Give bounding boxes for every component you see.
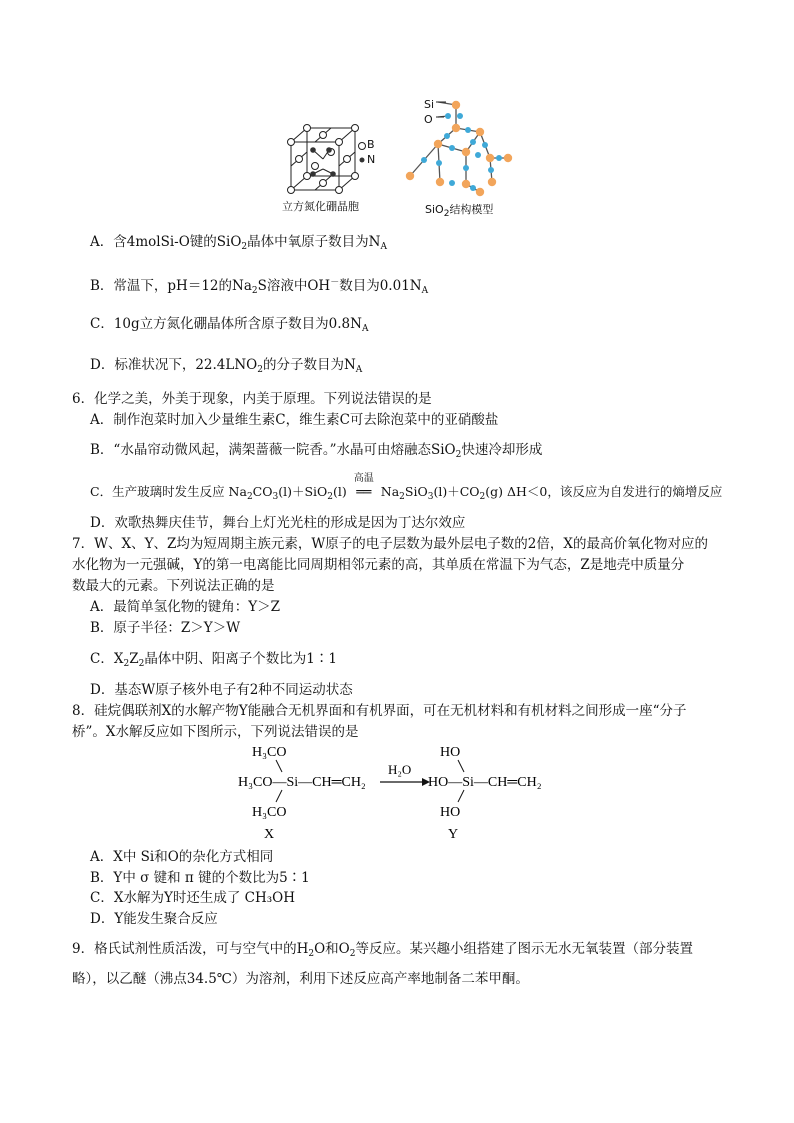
q7-option-c: C．$X_2Z_2$晶体中阴、阳离子个数比为1∶1	[90, 651, 337, 669]
x-methoxy-top: H₃CO	[252, 745, 287, 760]
q9-stem-line1: 9．格氏试剂性质活泼，可与空气中的$H_2O$和$O_2$等反应。某兴趣小组搭建了图示无水无氧装置（部分装置	[72, 941, 693, 959]
q8-option-a: A．X中 Si和O的杂化方式相同	[90, 849, 274, 865]
reaction-condition-arrow: 高温 ══	[353, 473, 374, 499]
bn-legend-b-label: B	[367, 138, 375, 151]
q5-option-d: D．标准状况下，$22.4LNO_2$的分子数目为$N_A$	[90, 357, 363, 375]
q8-option-d: D．Y能发生聚合反应	[90, 911, 218, 927]
reaction-reagent: H₂O	[388, 762, 412, 777]
sio2-structure-figure	[400, 96, 520, 200]
q8-stem-line1: 8．硅烷偶联剂X的水解产物Y能融合无机界面和有机界面，可在无机材料和有机材料之间形成一座“分子	[72, 703, 687, 719]
bn-legend-n-label: N	[367, 153, 376, 166]
q5-option-b: B．常温下，pH＝12的$Na_2S$溶液中OH－数目为$0.01N_A$	[90, 278, 429, 296]
q7-stem-line2: 水化物为一元强碱，Y的第一电离能比同周期相邻元素的高，其单质在常温下为气态，Z是地壳中质量分	[72, 557, 685, 573]
sio2-legend-o-label: O	[424, 113, 433, 126]
sio2-figure-caption: SiO$_2$结构模型	[425, 203, 494, 219]
q8-option-c: C．X水解为Y时还生成了 CH₃OH	[90, 890, 295, 906]
compound-y-label: Y	[448, 827, 459, 842]
q7-option-d: D．基态W原子核外电子有2种不同运动状态	[90, 682, 353, 698]
q7-stem-line1: 7．W、X、Y、Z均为短周期主族元素，W原子的电子层数为最外层电子数的2倍，X的最高价氧化物对应的	[72, 536, 708, 552]
x-main-chain: H₃CO—Si—CH═CH₂	[238, 775, 366, 790]
q6-option-b: B．“水晶帘动微风起，满架蔷薇一院香。”水晶可由熔融态SiO$_2$快速冷却形成	[90, 442, 543, 460]
q5-option-a: A．含4molSi-O键的SiO$_2$晶体中氧原子数目为$N_A$	[90, 234, 387, 252]
compound-x-label: X	[264, 827, 275, 842]
q7-option-b: B．原子半径：Z＞Y＞W	[90, 620, 241, 636]
hydrolysis-reaction-scheme	[230, 742, 570, 842]
sio2-legend-si-label: Si	[424, 98, 435, 111]
x-methoxy-bottom: H₃CO	[252, 805, 287, 820]
q6-option-c: C．生产玻璃时发生反应 $Na_2CO_3(l)+SiO_2(l)$ 高温 ══ $Na_2SiO_3(l)+CO_2(g)$ ΔH＜0，该反应为自发进行的熵增反应	[90, 473, 723, 502]
q6-option-a: A．制作泡菜时加入少量维生素C，维生素C可去除泡菜中的亚硝酸盐	[90, 412, 499, 428]
bn-figure-caption: 立方氮化硼晶胞	[282, 200, 359, 213]
q8-stem-line2: 桥”。X水解反应如下图所示，下列说法错误的是	[72, 724, 359, 740]
q6-option-d: D．欢歌热舞庆佳节，舞台上灯光光柱的形成是因为丁达尔效应	[90, 515, 466, 531]
q8-option-b: B．Y中 σ 键和 π 键的个数比为5∶1	[90, 870, 310, 886]
q6-stem: 6．化学之美，外美于现象，内美于原理。下列说法错误的是	[72, 391, 432, 407]
y-hydroxy-top: HO	[440, 745, 461, 760]
q9-stem-line2: 略），以乙醚（沸点34.5℃）为溶剂，利用下述反应高产率地制备二苯甲酮。	[72, 971, 529, 987]
q7-option-a: A．最简单氢化物的键角：Y＞Z	[90, 599, 281, 615]
y-main-chain: HO—Si—CH═CH₂	[428, 775, 542, 790]
q7-stem-line3: 数最大的元素。下列说法正确的是	[72, 578, 275, 594]
q5-option-c: C．10g立方氮化硼晶体所含原子数目为$0.8N_A$	[90, 316, 369, 334]
y-hydroxy-bottom: HO	[440, 805, 461, 820]
